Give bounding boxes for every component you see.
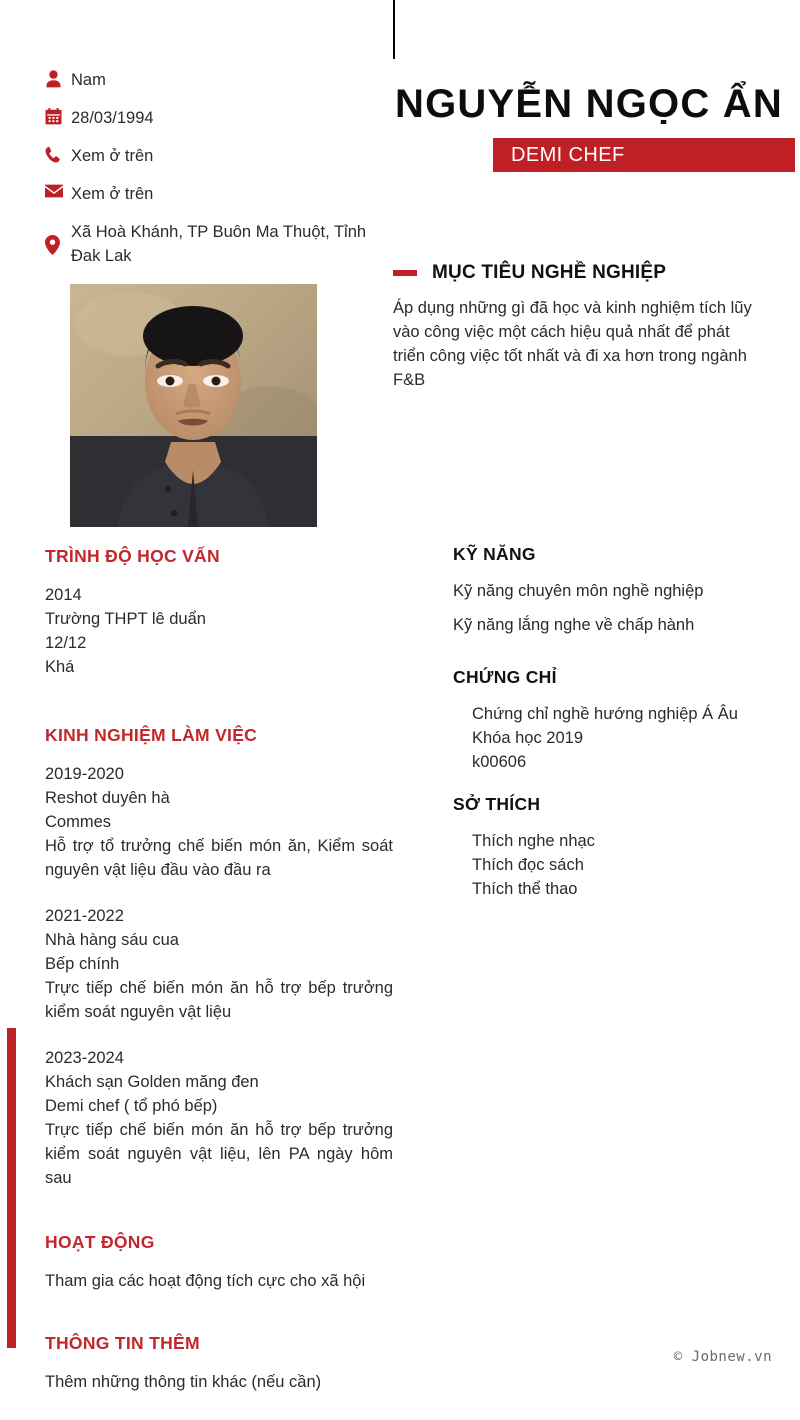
name-block [393,80,800,172]
education-heading: TRÌNH ĐỘ HỌC VẤN [45,546,220,566]
additional-body: Thêm những thông tin khác (nếu cần) [45,1373,322,1391]
cv-header [0,60,800,265]
additional-heading: THÔNG TIN THÊM [45,1333,200,1353]
skill-item: Kỹ năng chuyên môn nghề nghiệp [453,582,704,600]
contact-value-phone: Xem ở trên [71,147,154,165]
section-objective [393,262,753,392]
certificate-line: Khóa học 2019 [472,729,584,747]
contact-item-address [45,220,385,268]
education-grade: Khá [45,658,75,676]
envelope-icon [45,182,71,198]
experience-company: Khách sạn Golden măng đen [45,1073,259,1091]
experience-heading: KINH NGHIỆM LÀM VIỆC [45,725,258,745]
experience-period: 2019-2020 [45,765,124,783]
experience-role: Bếp chính [45,955,120,973]
job-title-banner [493,138,795,172]
red-dash-icon [393,270,417,276]
experience-description: Hỗ trợ tổ trưởng chế biến món ăn, Kiểm soát nguyên vật liệu đầu vào đầu ra [45,837,393,879]
experience-company: Nhà hàng sáu cua [45,931,179,949]
experience-company: Reshot duyên hà [45,789,170,807]
contact-value-address: Xã Hoà Khánh, TP Buôn Ma Thuột, Tỉnh Đak Lak [71,223,367,265]
calendar-icon [45,106,71,125]
certificates-list [453,702,773,774]
interest-item: Thích nghe nhạc [472,832,595,850]
experience-role: Demi chef ( tổ phó bếp) [45,1097,218,1115]
education-detail: 12/12 [45,634,87,652]
left-column [45,546,393,1420]
footer-credit: © Jobnew.vn [673,1349,772,1365]
experience-description: Trực tiếp chế biến món ăn hỗ trợ bếp trưởng kiểm soát nguyên vật liệu [45,979,393,1021]
activities-heading: HOẠT ĐỘNG [45,1232,155,1252]
candidate-name: NGUYỄN NGỌC ẨN [395,82,783,126]
experience-entry [45,762,393,882]
contact-item-gender [45,68,385,92]
interest-item: Thích đọc sách [472,856,584,874]
skill-item: Kỹ năng lắng nghe về chấp hành [453,616,695,634]
experience-entry [45,904,393,1024]
contact-item-birthdate [45,106,385,130]
contact-value-email: Xem ở trên [71,185,154,203]
certificate-line: k00606 [472,753,527,771]
contact-item-phone [45,144,385,168]
objective-body: Áp dụng những gì đã học và kinh nghiệm tích lũy vào công việc một cách hiệu quả nhất để phát triển công việc tốt nhất và đi xa hơn trong ngành F&B [393,299,752,389]
objective-heading-row [393,262,753,284]
job-title-text: DEMI CHEF [511,144,625,166]
education-period: 2014 [45,586,82,604]
objective-heading: MỤC TIÊU NGHỀ NGHIỆP [432,262,667,283]
contact-value-gender: Nam [71,71,106,89]
experience-entry [45,1046,393,1190]
experience-period: 2023-2024 [45,1049,124,1067]
education-school: Trường THPT lê duẩn [45,610,206,628]
experience-period: 2021-2022 [45,907,124,925]
interests-heading: SỞ THÍCH [453,794,541,814]
left-accent-bar [7,1028,16,1348]
experience-role: Commes [45,813,112,831]
contact-value-birthdate: 28/03/1994 [71,109,154,127]
interests-list [453,829,773,901]
skills-heading: KỸ NĂNG [453,544,536,564]
contact-list [45,68,385,282]
person-icon [45,68,71,88]
header-vertical-divider [393,0,395,59]
activities-body: Tham gia các hoạt động tích cực cho xã hội [45,1272,366,1290]
certificate-line: Chứng chỉ nghề hướng nghiệp Á Âu [472,705,738,723]
profile-photo [70,284,317,527]
phone-icon [45,144,71,163]
location-pin-icon [45,233,71,255]
experience-description: Trực tiếp chế biến món ăn hỗ trợ bếp trưởng kiểm soát nguyên vật liệu, lên PA ngày hôm sau [45,1121,393,1187]
education-entry [45,583,393,679]
contact-item-email [45,182,385,206]
certificates-heading: CHỨNG CHỈ [453,667,557,687]
interest-item: Thích thể thao [472,880,578,898]
right-column [453,544,773,901]
